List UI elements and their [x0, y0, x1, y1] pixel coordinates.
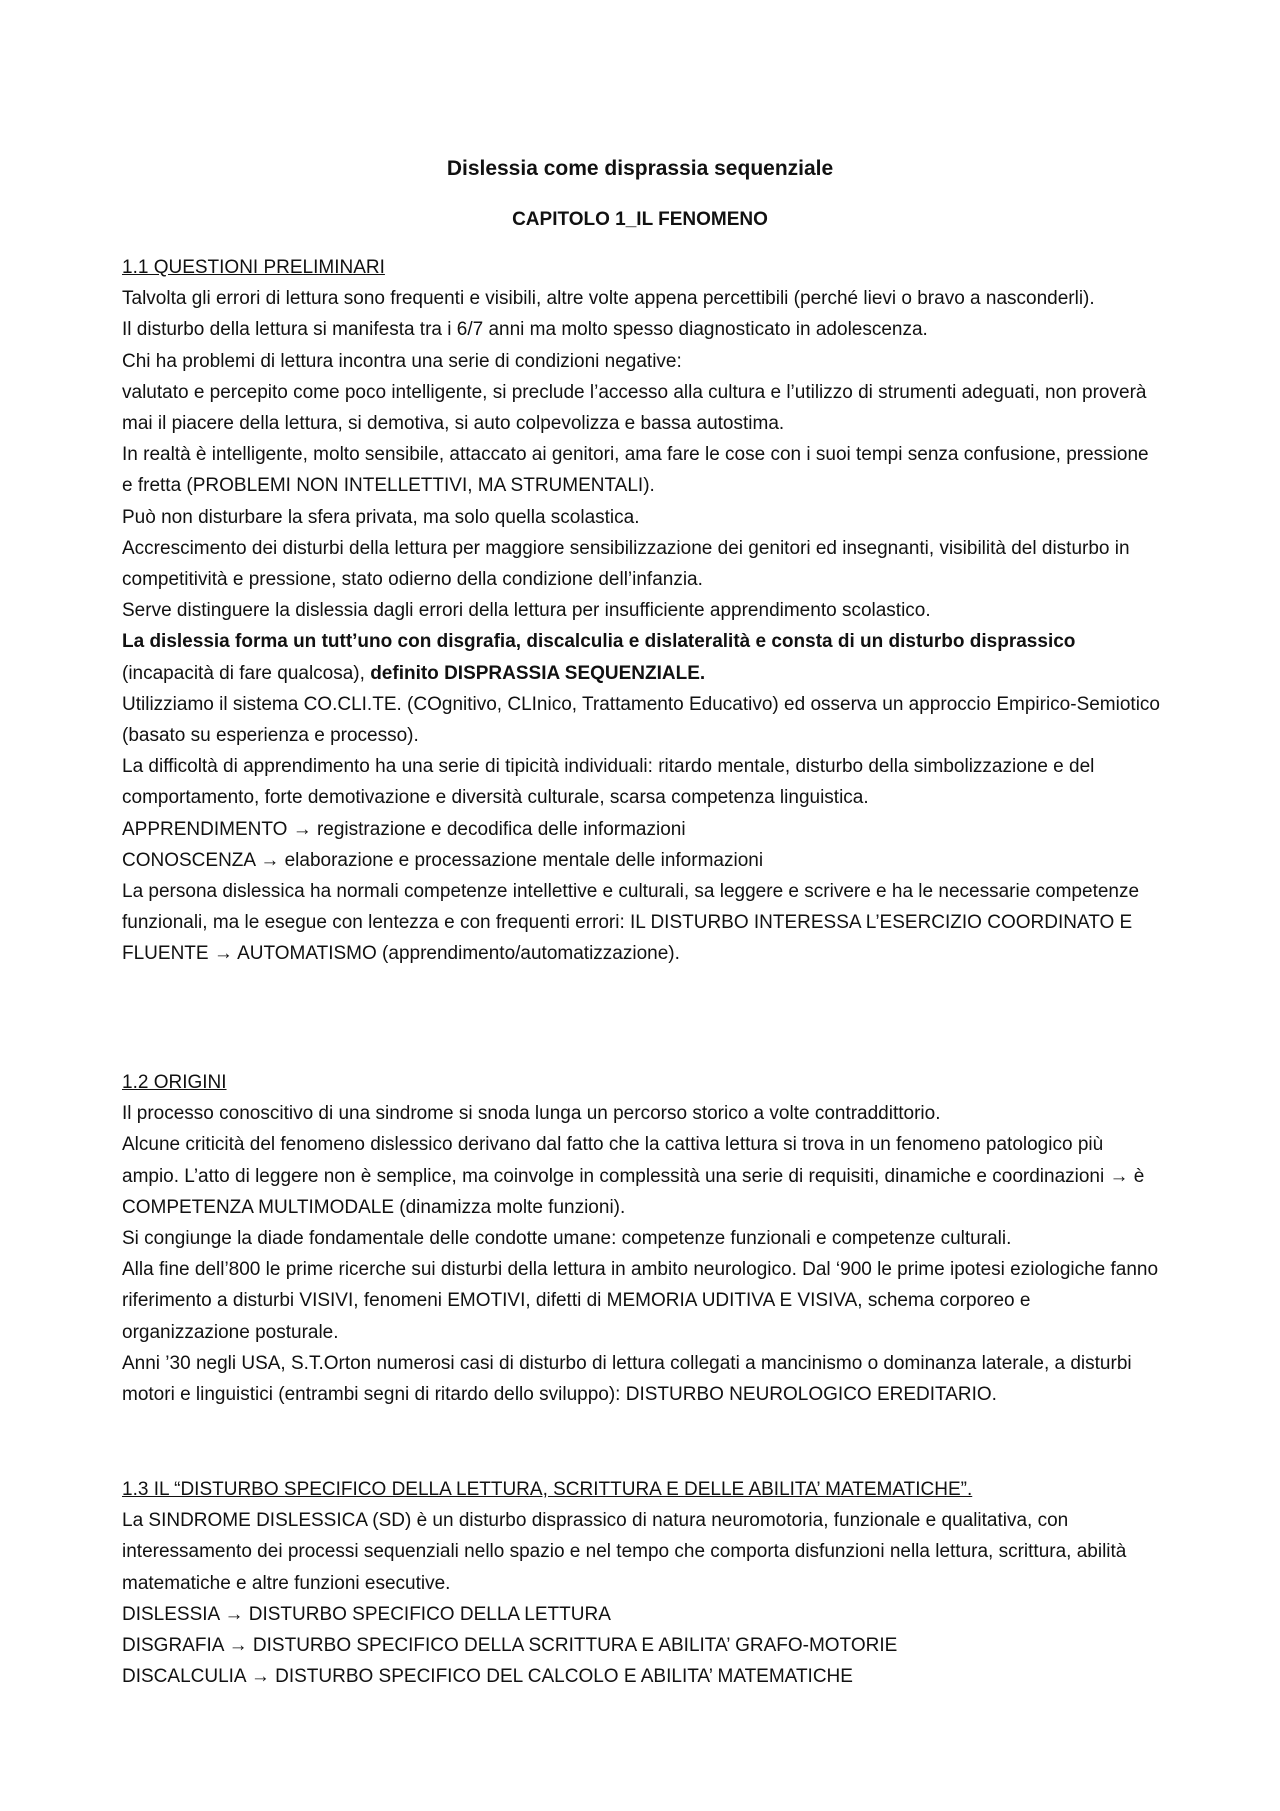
section-origini — [122, 1067, 1162, 1410]
text: è COMPETENZA MULTIMODALE (dinamizza molte funzioni). — [122, 1165, 1145, 1218]
arrow-icon: → — [224, 1603, 244, 1625]
text: DISGRAFIA — [122, 1635, 229, 1657]
text: DISLESSIA — [122, 1603, 225, 1625]
bold-text: definito DISPRASSIA SEQUENZIALE. — [370, 662, 706, 684]
definition-line — [122, 1599, 1162, 1630]
section-disturbo-specifico — [122, 1474, 1162, 1692]
arrow-icon: → — [228, 1635, 248, 1657]
paragraph-definition — [122, 626, 1162, 688]
text: Alcune criticità del fenomeno dislessico derivano dal fatto che la cattiva lettura si trova in un fenomeno patologico più ampio. L’atto di leggere non è semplice, ma coinvolge in complessità una serie di requisiti, dinamiche e coordinazioni — [122, 1134, 1110, 1187]
text: La persona dislessica ha normali competenze intellettive e culturali, sa leggere e scrivere e ha le necessarie competenze funzionali, ma le esegue con lentezza e con frequenti errori: IL DISTURBO INTERESSA L’ESERCIZIO COORDINATO E FLUENTE — [122, 881, 1140, 965]
paragraph — [122, 1129, 1162, 1223]
arrow-icon: → — [250, 1666, 270, 1688]
text: DISTURBO SPECIFICO DELLA LETTURA — [243, 1603, 611, 1625]
text: (incapacità di fare qualcosa), — [122, 662, 371, 684]
document-title: Dislessia come disprassia sequenziale — [446, 157, 834, 180]
text: DISTURBO SPECIFICO DEL CALCOLO E ABILITA’ MATEMATICHE — [269, 1666, 853, 1688]
paragraph: Può non disturbare la sfera privata, ma solo quella scolastica. — [122, 506, 640, 528]
paragraph: Anni ’30 negli USA, S.T.Orton numerosi casi di disturbo di lettura collegati a mancinismo o dominanza laterale, a disturbi motori e linguistici (entrambi segni di ritardo dello sviluppo): DISTURBO NEUROLOGICO EREDITARIO. — [122, 1352, 1132, 1406]
section-heading: 1.2 ORIGINI — [122, 1072, 227, 1093]
bold-text: La dislessia forma un tutt’uno con disgrafia, discalculia e dislateralità e consta di un disturbo disprassico — [122, 631, 1076, 653]
definition-line — [122, 1630, 1162, 1661]
text: CONOSCENZA — [122, 849, 261, 871]
text: elaborazione e processazione mentale delle informazioni — [279, 849, 764, 871]
paragraph: Alla fine dell’800 le prime ricerche sui disturbi della lettura in ambito neurologico. Dal ‘900 le prime ipotesi eziologiche fanno riferimento a disturbi VISIVI, fenomeni EMOTIVI, difetti di MEMORIA UDITIVA E VISIVA, schema corporeo e organizzazione posturale. — [122, 1259, 1159, 1343]
paragraph: In realtà è intelligente, molto sensibile, attaccato ai genitori, ama fare le cose con i suoi tempi senza confusione, pressione e fretta (PROBLEMI NON INTELLETTIVI, MA STRUMENTALI). — [122, 444, 1149, 497]
paragraph: La SINDROME DISLESSICA (SD) è un disturbo disprassico di natura neuromotoria, funzionale e qualitativa, con interessamento dei processi sequenziali nello spazio e nel tempo che comporta disfunzioni nella lettura, scrittura, abilità matematiche e altre funzioni esecutive. — [122, 1510, 1127, 1594]
chapter-heading: CAPITOLO 1_IL FENOMENO — [512, 209, 768, 230]
arrow-icon: → — [292, 818, 312, 840]
paragraph: Utilizziamo il sistema CO.CLI.TE. (COgnitivo, CLInico, Trattamento Educativo) ed osserva un approccio Empirico-Semiotico (basato su esperienza e processo). — [122, 693, 1160, 747]
paragraph — [122, 876, 1162, 970]
arrow-icon: → — [1109, 1165, 1129, 1187]
arrow-icon: → — [213, 943, 233, 965]
section-questioni-preliminari — [122, 252, 1162, 970]
paragraph: Accrescimento dei disturbi della lettura per maggiore sensibilizzazione dei genitori ed insegnanti, visibilità del disturbo in competitività e pressione, stato odierno della condizione dell’infanzia. — [122, 537, 1130, 591]
paragraph: Il disturbo della lettura si manifesta tra i 6/7 anni ma molto spesso diagnosticato in adolescenza. — [122, 319, 928, 341]
paragraph: Serve distinguere la dislessia dagli errori della lettura per insufficiente apprendimento scolastico. — [122, 600, 931, 622]
paragraph: Talvolta gli errori di lettura sono frequenti e visibili, altre volte appena percettibili (perché lievi o bravo a nasconderli). — [122, 288, 1095, 310]
paragraph — [122, 845, 1162, 876]
section-heading: 1.1 QUESTIONI PRELIMINARI — [122, 257, 385, 278]
text: APPRENDIMENTO — [122, 818, 293, 840]
arrow-icon: → — [260, 849, 280, 871]
paragraph — [122, 814, 1162, 845]
text: AUTOMATISMO (apprendimento/automatizzazione). — [232, 943, 680, 965]
definition-line — [122, 1661, 1162, 1692]
text: DISTURBO SPECIFICO DELLA SCRITTURA E ABILITA’ GRAFO-MOTORIE — [247, 1635, 898, 1657]
text: registrazione e decodifica delle informazioni — [311, 818, 686, 840]
paragraph: valutato e percepito come poco intelligente, si preclude l’accesso alla cultura e l’utilizzo di strumenti adeguati, non proverà mai il piacere della lettura, si demotiva, si auto colpevolizza e bassa autostima. — [122, 381, 1147, 435]
text: DISCALCULIA — [122, 1666, 251, 1688]
paragraph: Si congiunge la diade fondamentale delle condotte umane: competenze funzionali e competenze culturali. — [122, 1228, 1012, 1250]
paragraph: Chi ha problemi di lettura incontra una serie di condizioni negative: — [122, 350, 682, 372]
paragraph: La difficoltà di apprendimento ha una serie di tipicità individuali: ritardo mentale, disturbo della simbolizzazione e del comportamento, forte demotivazione e diversità culturale, scarsa competenza linguistica. — [122, 756, 1095, 809]
paragraph: Il processo conoscitivo di una sindrome si snoda lunga un percorso storico a volte contraddittorio. — [122, 1103, 941, 1125]
section-heading: 1.3 IL “DISTURBO SPECIFICO DELLA LETTURA, SCRITTURA E DELLE ABILITA’ MATEMATICHE”. — [122, 1479, 973, 1500]
